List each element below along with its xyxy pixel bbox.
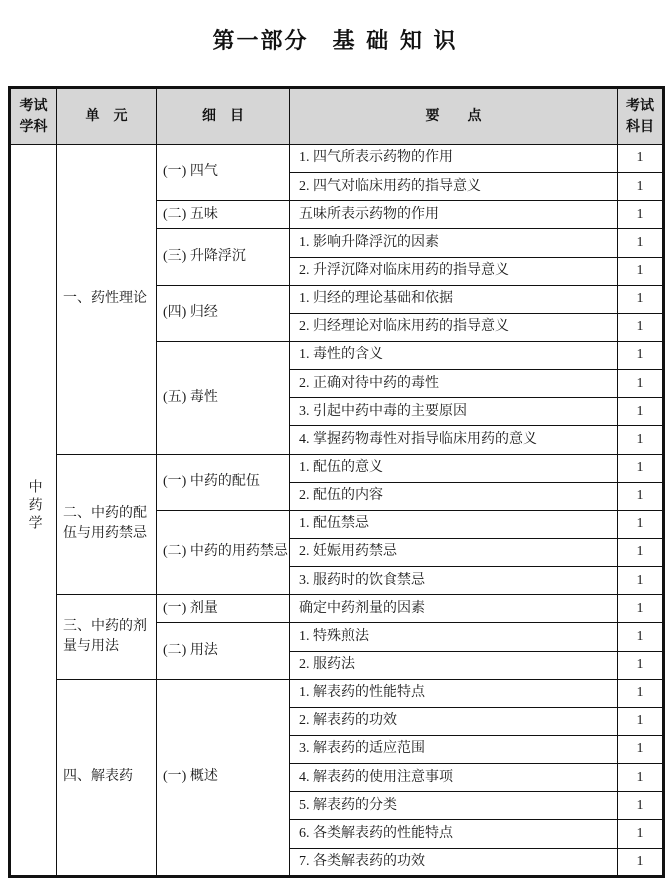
score-cell: 1 xyxy=(618,735,664,763)
unit-cell: 三、中药的剂量与用法 xyxy=(57,595,157,679)
col-header-exam-subject: 考试学科 xyxy=(10,88,57,145)
score-cell: 1 xyxy=(618,454,664,482)
score-cell: 1 xyxy=(618,285,664,313)
point-cell: 2. 解表药的功效 xyxy=(290,707,618,735)
page-title: 第一部分 基 础 知 识 xyxy=(212,29,458,54)
point-cell: 4. 掌握药物毒性对指导临床用药的意义 xyxy=(290,426,618,454)
score-cell: 1 xyxy=(618,426,664,454)
col-header-exam-no: 考试科目 xyxy=(618,88,664,145)
syllabus-table xyxy=(8,86,665,878)
point-cell: 3. 引起中药中毒的主要原因 xyxy=(290,398,618,426)
score-cell: 1 xyxy=(618,398,664,426)
table-row xyxy=(10,454,664,482)
point-cell: 1. 四气所表示药物的作用 xyxy=(290,145,618,173)
detail-cell: (一) 中药的配伍 xyxy=(157,454,290,510)
point-cell: 3. 服药时的饮食禁忌 xyxy=(290,567,618,595)
point-cell: 1. 解表药的性能特点 xyxy=(290,679,618,707)
header-row xyxy=(10,88,664,145)
score-cell: 1 xyxy=(618,792,664,820)
point-cell: 2. 四气对临床用药的指导意义 xyxy=(290,173,618,201)
point-cell: 4. 解表药的使用注意事项 xyxy=(290,764,618,792)
detail-cell: (五) 毒性 xyxy=(157,341,290,454)
point-cell: 2. 升浮沉降对临床用药的指导意义 xyxy=(290,257,618,285)
score-cell: 1 xyxy=(618,820,664,848)
unit-cell: 四、解表药 xyxy=(57,679,157,876)
score-cell: 1 xyxy=(618,510,664,538)
score-cell: 1 xyxy=(618,201,664,229)
point-cell: 1. 配伍禁忌 xyxy=(290,510,618,538)
score-cell: 1 xyxy=(618,482,664,510)
point-cell: 1. 配伍的意义 xyxy=(290,454,618,482)
score-cell: 1 xyxy=(618,707,664,735)
score-cell: 1 xyxy=(618,567,664,595)
subject-cell xyxy=(10,145,57,877)
point-cell: 5. 解表药的分类 xyxy=(290,792,618,820)
score-cell: 1 xyxy=(618,623,664,651)
table-row xyxy=(10,145,664,173)
score-cell: 1 xyxy=(618,651,664,679)
point-cell: 3. 解表药的适应范围 xyxy=(290,735,618,763)
point-cell: 2. 正确对待中药的毒性 xyxy=(290,370,618,398)
unit-cell: 一、药性理论 xyxy=(57,145,157,455)
table-row xyxy=(10,595,664,623)
score-cell: 1 xyxy=(618,595,664,623)
detail-cell: (四) 归经 xyxy=(157,285,290,341)
score-cell: 1 xyxy=(618,145,664,173)
score-cell: 1 xyxy=(618,370,664,398)
detail-cell: (一) 剂量 xyxy=(157,595,290,623)
point-cell: 1. 毒性的含义 xyxy=(290,341,618,369)
col-header-detail: 细 目 xyxy=(157,88,290,145)
detail-cell: (一) 概述 xyxy=(157,679,290,876)
detail-cell: (一) 四气 xyxy=(157,145,290,201)
score-cell: 1 xyxy=(618,538,664,566)
detail-cell: (三) 升降浮沉 xyxy=(157,229,290,285)
detail-cell: (二) 五味 xyxy=(157,201,290,229)
point-cell: 1. 特殊煎法 xyxy=(290,623,618,651)
point-cell: 2. 归经理论对临床用药的指导意义 xyxy=(290,313,618,341)
col-header-unit: 单 元 xyxy=(57,88,157,145)
score-cell: 1 xyxy=(618,848,664,876)
point-cell: 1. 影响升降浮沉的因素 xyxy=(290,229,618,257)
score-cell: 1 xyxy=(618,341,664,369)
point-cell: 2. 服药法 xyxy=(290,651,618,679)
point-cell: 7. 各类解表药的功效 xyxy=(290,848,618,876)
point-cell: 五味所表示药物的作用 xyxy=(290,201,618,229)
subject-label: 中药学 xyxy=(26,479,42,534)
score-cell: 1 xyxy=(618,313,664,341)
score-cell: 1 xyxy=(618,679,664,707)
point-cell: 1. 归经的理论基础和依据 xyxy=(290,285,618,313)
table-row xyxy=(10,679,664,707)
score-cell: 1 xyxy=(618,173,664,201)
detail-cell: (二) 用法 xyxy=(157,623,290,679)
score-cell: 1 xyxy=(618,257,664,285)
detail-cell: (二) 中药的用药禁忌 xyxy=(157,510,290,594)
point-cell: 2. 配伍的内容 xyxy=(290,482,618,510)
point-cell: 2. 妊娠用药禁忌 xyxy=(290,538,618,566)
point-cell: 6. 各类解表药的性能特点 xyxy=(290,820,618,848)
point-cell: 确定中药剂量的因素 xyxy=(290,595,618,623)
score-cell: 1 xyxy=(618,229,664,257)
col-header-point: 要 点 xyxy=(290,88,618,145)
unit-cell: 二、中药的配伍与用药禁忌 xyxy=(57,454,157,595)
score-cell: 1 xyxy=(618,764,664,792)
